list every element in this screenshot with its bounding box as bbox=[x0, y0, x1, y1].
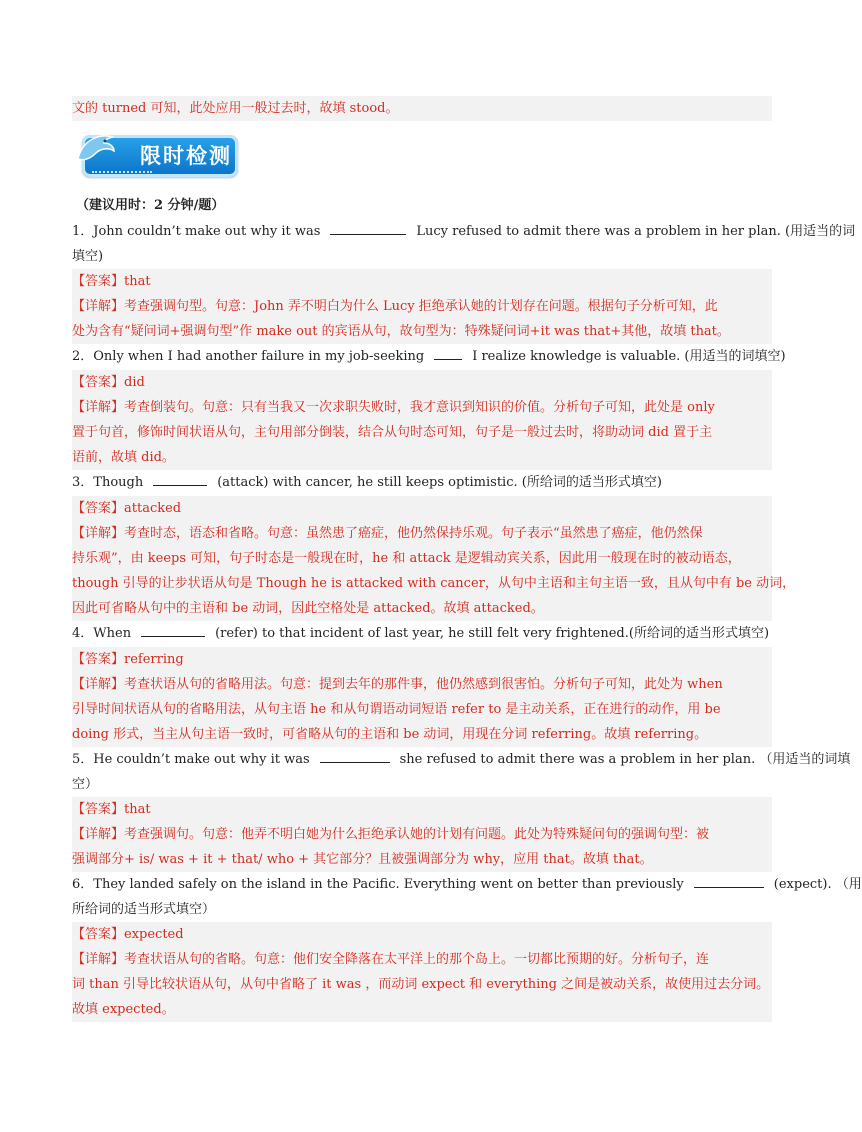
answer-blank bbox=[153, 471, 207, 486]
explanation-line: 【详解】考查强调句。句意：他弄不明白她为什么拒绝承认她的计划有问题。此处为特殊疑问句的强调句型：被 bbox=[72, 822, 772, 847]
explanation-line: 【详解】考查状语从句的省略用法。句意：提到去年的那件事，他仍然感到很害怕。分析句子可知，此处为 when bbox=[72, 672, 772, 697]
explanation-line: 强调部分+ is/ was + it + that/ who + 其它部分？且被强调部分为 why，应用 that。故填 that。 bbox=[72, 847, 772, 872]
question-continuation: 所给词的适当形式填空） bbox=[72, 902, 216, 917]
question-item bbox=[72, 219, 856, 344]
question-text-after: Lucy refused to admit there was a problem in her plan. (用适当的词 bbox=[416, 224, 856, 239]
answer-line: 【答案】that bbox=[72, 797, 772, 822]
explanation-line: 词 than 引导比较状语从句，从句中省略了 it was ，而动词 expect 和 everything 之间是被动关系，故使用过去分词。 bbox=[72, 972, 772, 997]
question-line bbox=[72, 872, 862, 898]
question-line bbox=[72, 470, 772, 496]
explanation-line: doing 形式，当主从句主语一致时，可省略从句的主语和 be 动词，用现在分词 referring。故填 referring。 bbox=[72, 722, 772, 747]
question-line bbox=[72, 747, 851, 773]
question-line bbox=[72, 219, 856, 245]
explanation-line: 故填 expected。 bbox=[72, 997, 772, 1022]
question-line bbox=[72, 621, 772, 647]
intro-text: 文的 turned 可知，此处应用一般过去时，故填 stood。 bbox=[72, 96, 772, 121]
answer-line: 【答案】attacked bbox=[72, 496, 772, 521]
explanation-line: 【详解】考查强调句型。句意：John 弄不明白为什么 Lucy 拒绝承认她的计划存在问题。根据句子分析可知，此 bbox=[72, 294, 772, 319]
explanation-line: 语前，故填 did。 bbox=[72, 445, 772, 470]
section-banner bbox=[74, 129, 772, 189]
explanation-line: 处为含有“疑问词+强调句型”作 make out 的宾语从句，故句型为：特殊疑问词+it was that+其他，故填 that。 bbox=[72, 319, 772, 344]
question-text-before: 1．John couldn’t make out why it was bbox=[72, 224, 321, 239]
answer-line: 【答案】that bbox=[72, 269, 772, 294]
answer-blank bbox=[434, 345, 462, 360]
answer-blank bbox=[141, 622, 205, 637]
question-line bbox=[72, 344, 786, 370]
explanation-line: 【详解】考查时态，语态和省略。句意：虽然患了癌症，他仍然保持乐观。句子表示“虽然患了癌症，他仍然保 bbox=[72, 521, 772, 546]
explanation-line: 置于句首，修饰时间状语从句，主句用部分倒装，结合从句时态可知，句子是一般过去时，将助动词 did 置于主 bbox=[72, 420, 772, 445]
question-text-after: (refer) to that incident of last year, he still felt very frightened.(所给词的适当形式填空) bbox=[215, 626, 770, 641]
answer-line: 【答案】expected bbox=[72, 922, 772, 947]
dolphin-icon bbox=[74, 129, 118, 169]
answer-line: 【答案】referring bbox=[72, 647, 772, 672]
question-text-after: (expect). （用 bbox=[773, 877, 862, 892]
explanation-line: 【详解】考查倒装句。句意：只有当我又一次求职失败时，我才意识到知识的价值。分析句子可知，此处是 only bbox=[72, 395, 772, 420]
question-item bbox=[72, 470, 796, 621]
answer-blank bbox=[330, 220, 406, 235]
explanation-line: though 引导的让步状语从句是 Though he is attacked with cancer，从句中主语和主句主语一致，且从句中有 be 动词， bbox=[72, 571, 772, 596]
banner-title: 限时检测 bbox=[140, 144, 232, 168]
question-text-after: (attack) with cancer, he still keeps optimistic. (所给词的适当形式填空) bbox=[217, 475, 662, 490]
question-continuation: 空） bbox=[72, 777, 99, 792]
answer-blank bbox=[320, 748, 390, 763]
explanation-line: 因此可省略从句中的主语和 be 动词，因此空格处是 attacked。故填 attacked。 bbox=[72, 596, 772, 621]
explanation-line: 引导时间状语从句的省略用法，从句主语 he 和从句谓语动词短语 refer to 是主动关系，正在进行的动作，用 be bbox=[72, 697, 772, 722]
question-text-before: 5．He couldn’t make out why it was bbox=[72, 752, 310, 767]
question-continuation: 填空) bbox=[72, 249, 104, 264]
answer-blank bbox=[694, 873, 764, 888]
question-text-before: 3．Though bbox=[72, 475, 144, 490]
question-text-before: 4．When bbox=[72, 626, 132, 641]
question-text-before: 6．They landed safely on the island in the Pacific. Everything went on better than previously bbox=[72, 877, 684, 892]
question-item bbox=[72, 344, 786, 470]
question-text-before: 2．Only when I had another failure in my job-seeking bbox=[72, 349, 425, 364]
explanation-line: 【详解】考查状语从句的省略。句意：他们安全降落在太平洋上的那个岛上。一切都比预期的好。分析句子，连 bbox=[72, 947, 772, 972]
answer-line: 【答案】did bbox=[72, 370, 772, 395]
page bbox=[72, 96, 862, 1022]
question-item bbox=[72, 621, 772, 747]
question-text-after: I realize knowledge is valuable. (用适当的词填空) bbox=[472, 349, 786, 364]
question-list bbox=[72, 219, 862, 1022]
question-text-after: she refused to admit there was a problem in her plan. （用适当的词填 bbox=[399, 752, 851, 767]
explanation-line: 持乐观”，由 keeps 可知，句子时态是一般现在时，he 和 attack 是逻辑动宾关系，因此用一般现在时的被动语态， bbox=[72, 546, 772, 571]
question-item bbox=[72, 747, 851, 872]
time-note: （建议用时：2 分钟/题） bbox=[76, 198, 225, 213]
question-item bbox=[72, 872, 862, 1022]
